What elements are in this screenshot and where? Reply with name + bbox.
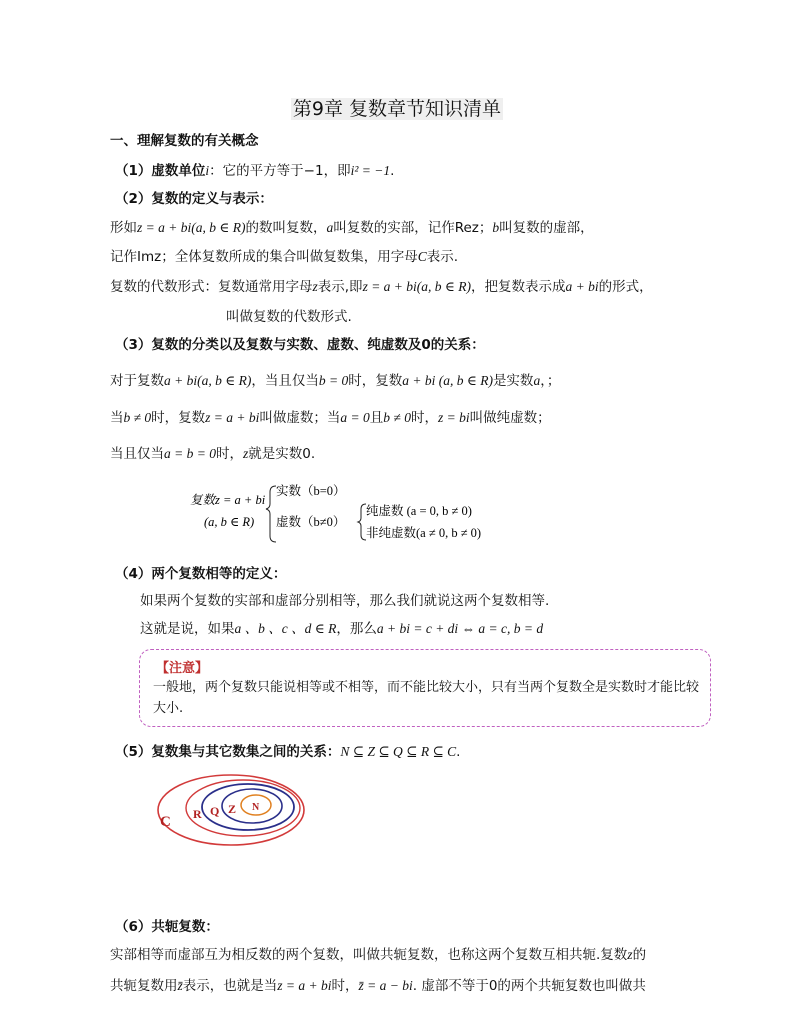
text: ，； [540, 373, 561, 389]
formula: a + bi (a, b ∈ R) [402, 373, 493, 388]
tree-imag: 虚数（b≠0） [276, 515, 346, 529]
text: 是实数 [492, 373, 534, 389]
formula: z = a + bi(a, b ∈ R) [137, 220, 246, 235]
item-3-line-2 [110, 409, 551, 427]
text: 时，复数 [151, 410, 206, 426]
tree-root-1: 复数z = a + bi [190, 493, 266, 507]
formula: z = a + bi(a, b ∈ R) [362, 279, 472, 294]
formula: z = bi [437, 410, 470, 425]
var: z [627, 947, 633, 962]
formula: b ≠ 0 [123, 410, 152, 425]
formula: z̄ = a − bi [358, 978, 413, 993]
text: 时，复数 [348, 373, 403, 389]
item-5-formula: N ⊆ Z ⊆ Q ⊆ R ⊆ C [340, 744, 457, 759]
text: 形如 [110, 220, 137, 236]
formula: z = a + bi [205, 410, 260, 425]
item-3-line-1 [110, 372, 560, 390]
classification-tree [180, 478, 520, 548]
formula: a + bi [565, 279, 599, 294]
item-1-var: i [205, 163, 210, 178]
section-heading: 一、理解复数的有关概念 [110, 133, 259, 149]
formula: b = 0 [318, 373, 349, 388]
text: 叫做纯虚数； [469, 410, 551, 426]
set-z-label: Z [228, 802, 237, 816]
item-2-line-2 [110, 248, 458, 266]
text: 时， [215, 446, 243, 462]
tree-nonpure: 非纯虚数(a ≠ 0, b ≠ 0) [366, 526, 482, 540]
var: z [242, 446, 249, 461]
text: ，那么 [336, 621, 377, 637]
set-r-ring [186, 780, 300, 836]
text: 时， [331, 978, 359, 994]
text: 复数的代数形式：复数通常用字母 [110, 279, 313, 295]
item-1-formula: i² = −1 [350, 163, 391, 178]
item-6-heading: （6）共轭复数： [115, 919, 219, 935]
text: 时， [410, 410, 438, 426]
var: a [533, 373, 541, 388]
text: 实部相等而虚部互为相反数的两个复数，叫做共轭复数，也称这两个复数互相共轭.复数 [110, 947, 628, 963]
tree-pure: 纯虚数 (a = 0, b ≠ 0) [366, 504, 472, 518]
formula: b ≠ 0 [383, 410, 411, 425]
text: 对于复数 [110, 373, 164, 389]
formula: z = a + bi [277, 978, 332, 993]
item-5 [115, 743, 460, 761]
var: a [326, 220, 334, 235]
formula: a + bi(a, b ∈ R) [164, 373, 252, 388]
tree-root-2: (a, b ∈ R) [204, 515, 255, 529]
tree-brace-1 [266, 486, 276, 542]
text: 的 [632, 947, 647, 963]
text: 当 [110, 410, 124, 426]
set-q-label: Q [210, 804, 220, 818]
var: z̄ [177, 978, 183, 993]
text: 共轭复数用 [110, 978, 178, 994]
number-sets-diagram [148, 768, 318, 850]
item-3-line-3 [110, 445, 315, 463]
set-n-label: N [252, 802, 260, 813]
item-4-heading: （4）两个复数相等的定义： [115, 566, 287, 582]
formula: a 、b 、c 、d ∈ R [234, 621, 337, 636]
page-title: 第9章 复数章节知识清单 [292, 98, 502, 120]
text: . 虚部不等于0的两个共轭复数也叫做共 [412, 978, 646, 994]
text: ，当且仅当 [251, 373, 319, 389]
item-4-line-2 [140, 620, 543, 638]
item-3-heading: （3）复数的分类以及复数与实数、虚数、纯虚数及0的关系： [115, 337, 485, 353]
text: 就是实数0. [248, 446, 316, 462]
item-4-line-1: 如果两个复数的实部和虚部分别相等，那么我们就说这两个复数相等. [140, 593, 550, 609]
item-2-line-4: 叫做复数的代数形式. [226, 309, 352, 325]
item-2-line-1 [110, 219, 594, 237]
item-5-heading: （5）复数集与其它数集之间的关系： [115, 744, 341, 760]
item-1-text: ：它的平方等于−1，即 [209, 163, 351, 179]
text: 且 [369, 410, 384, 426]
var: z [312, 279, 318, 294]
item-2-line-3 [110, 278, 653, 296]
item-5-end: . [456, 744, 461, 760]
item-1 [115, 162, 394, 180]
note-box [139, 649, 711, 727]
formula: a + bi = c + di ⇔ a = c, b = d [376, 621, 544, 636]
item-2-heading: （2）复数的定义与表示： [115, 191, 273, 207]
text: 表示，也就是当 [182, 978, 278, 994]
var: b [492, 220, 500, 235]
formula: a = b = 0 [164, 446, 216, 461]
var: C [417, 249, 427, 264]
text: 叫做虚数；当 [259, 410, 341, 426]
tree-real: 实数（b=0） [276, 484, 346, 498]
set-r-label: R [193, 807, 202, 821]
tree-brace-2 [358, 504, 366, 540]
text: 表示. [426, 249, 459, 265]
item-1-label: （1）虚数单位 [115, 163, 206, 179]
text: 叫复数的实部，记作Rez； [333, 220, 493, 236]
text: 叫复数的虚部， [499, 220, 594, 236]
item-6-line-1 [110, 946, 646, 964]
note-heading: 【注意】 [156, 661, 209, 676]
set-c-label: C [160, 814, 171, 830]
text: 记作Imz；全体复数所成的集合叫做复数集，用字母 [110, 249, 418, 265]
text: 的形式， [598, 279, 653, 295]
formula: a = 0 [340, 410, 370, 425]
text: 的数叫复数， [245, 220, 327, 236]
note-body: 一般地，两个复数只能说相等或不相等，而不能比较大小，只有当两个复数全是实数时才能比较大小. [153, 680, 700, 716]
item-6-line-2 [110, 977, 646, 995]
text: 表示,即 [317, 279, 363, 295]
item-1-end: . [390, 163, 395, 179]
text: ，把复数表示成 [471, 279, 566, 295]
text: 这就是说，如果 [140, 621, 235, 637]
text: 当且仅当 [110, 446, 164, 462]
